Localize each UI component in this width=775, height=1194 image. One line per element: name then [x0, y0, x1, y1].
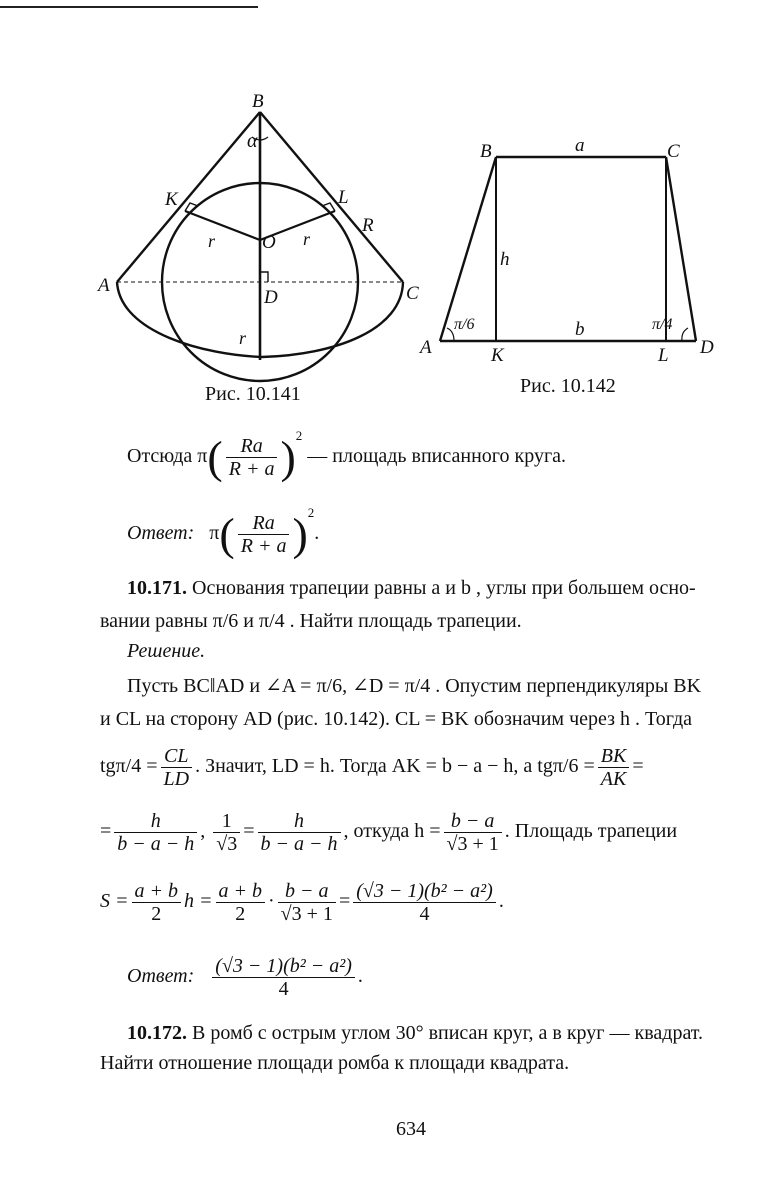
solution-line2: и CL на сторону AD (рис. 10.142). CL = BK обозначим через h . Тогда — [100, 708, 693, 730]
fraction-1-over-sqrt3 — [213, 810, 240, 855]
numerator: h — [258, 810, 341, 833]
problem-172-line2: Найти отношение площади ромба к площади квадрата. — [100, 1052, 570, 1074]
tangent-line — [100, 745, 644, 790]
problem-171-line1 — [127, 577, 696, 600]
fraction-Ra-over-Rpa — [226, 435, 278, 480]
tg-pi4: tgπ/4 = — [100, 755, 158, 778]
answer-label: Ответ: — [127, 522, 195, 544]
conclusion-line: Отсюда π( $\frac{Ra}{R + a}$ )$^2$ — площадь вписанного круга. — [127, 428, 567, 483]
numerator: a + b — [216, 880, 266, 903]
numerator: b − a — [278, 880, 336, 903]
denominator: 2 — [235, 903, 246, 925]
fraction-result — [353, 880, 496, 925]
fig141-label-r1: r — [208, 231, 216, 251]
fig142-label-angleA: π/6 — [454, 316, 475, 333]
fig141-label-r3: r — [239, 328, 247, 348]
period: . — [357, 965, 363, 988]
numerator: Ra — [238, 512, 290, 535]
equation-line: = $\frac{h}{b - a - h}$ , $\frac{1}{√3}$ = $\frac{h}{b - a - h}$ , откуда h = $\frac{b - a}{√3 + 1}$ . Площадь трапеции — [100, 810, 678, 855]
denominator: √3 + 1 — [446, 833, 499, 855]
numerator: a + b — [132, 880, 182, 903]
numerator: (√3 − 1)(b² − a²) — [353, 880, 496, 903]
equals: = — [338, 890, 351, 913]
denominator: 2 — [151, 903, 162, 925]
denominator: 4 — [419, 903, 430, 925]
solution-line1: Пусть BC‖AD и ∠A = π/6, ∠D = π/4 . Опустим перпендикуляры BK — [127, 675, 702, 697]
fig141-label-O: O — [262, 232, 276, 253]
numerator: Ra — [226, 435, 278, 458]
problem-text: Основания трапеции равны a и b , углы при большем осно- — [192, 577, 696, 599]
fraction-apb-over-2-b — [216, 880, 266, 925]
problem-number: 10.171. — [127, 577, 187, 599]
page-number: 634 — [396, 1118, 426, 1140]
equals: = — [243, 820, 255, 843]
problem-171-line2: вании равны π/6 и π/4 . Найти площадь трапеции. — [100, 610, 522, 632]
fig141-label-L: L — [338, 187, 349, 208]
denominator: R + a — [228, 457, 275, 480]
fraction-CL-LD — [161, 745, 193, 790]
fig141-label-r2: r — [303, 229, 311, 249]
header-rule — [0, 6, 258, 8]
figure-10-142 — [410, 135, 730, 370]
answer-2 — [127, 955, 363, 1000]
exponent: 2 — [295, 428, 303, 443]
fig141-label-D: D — [264, 287, 278, 308]
fraction-bma-over-s3p1 — [444, 810, 502, 855]
pi-symbol: π — [197, 445, 208, 467]
numerator: h — [114, 810, 197, 833]
word-otsyuda: Отсюда — [127, 445, 193, 467]
fraction-h-over-bah-2 — [258, 810, 341, 855]
denominator: 4 — [278, 978, 289, 1000]
fig141-label-alpha: α — [247, 130, 258, 152]
fig142-label-h: h — [500, 249, 510, 270]
fig142-label-L: L — [658, 345, 669, 366]
period: . — [498, 890, 504, 913]
fig141-caption: Рис. 10.141 — [205, 383, 301, 405]
fig141-label-K: K — [165, 189, 178, 210]
denominator: LD — [163, 768, 190, 790]
text-znachit: . Значит, LD = h. Тогда AK = b − a − h, а tgπ/6 = — [195, 755, 595, 778]
area-description: — площадь вписанного круга. — [307, 445, 567, 467]
denominator: b − a − h — [260, 833, 338, 855]
fig141-label-A: A — [98, 275, 110, 296]
period: . — [314, 522, 320, 544]
fig142-label-K: K — [491, 345, 504, 366]
fraction-bma-over-s3p1-b — [278, 880, 336, 925]
problem-number: 10.172. — [127, 1022, 187, 1044]
numerator: CL — [161, 745, 193, 768]
fraction-BK-AK — [598, 745, 630, 790]
numerator: 1 — [213, 810, 240, 833]
numerator: (√3 − 1)(b² − a²) — [212, 955, 355, 978]
text-ploshad: . Площадь трапеции — [504, 820, 678, 843]
pi-symbol: π — [209, 522, 220, 544]
h-equals: h = — [184, 890, 213, 913]
denominator: R + a — [240, 534, 287, 557]
fraction-result-answer — [212, 955, 355, 1000]
fig142-label-angleD: π/4 — [652, 316, 673, 333]
fig141-label-C: C — [406, 283, 419, 304]
equals: = — [100, 820, 112, 843]
numerator: BK — [598, 745, 630, 768]
denominator: AK — [600, 768, 627, 790]
area-formula — [100, 880, 504, 925]
denominator: b − a − h — [117, 833, 195, 855]
multiply: · — [268, 890, 275, 913]
fraction-apb-over-2 — [132, 880, 182, 925]
fig142-label-a: a — [575, 135, 585, 156]
denominator: √3 + 1 — [280, 903, 333, 925]
text-otkuda: , откуда h = — [343, 820, 441, 843]
answer-1: Ответ: π( $\frac{Ra}{R + a}$ )$^2$. — [127, 505, 320, 560]
fraction-Ra-over-Rpa — [238, 512, 290, 557]
numerator: b − a — [444, 810, 502, 833]
fig142-label-B: B — [480, 141, 492, 162]
equals: = — [632, 755, 644, 778]
exponent: 2 — [307, 505, 315, 520]
fraction-h-over-bah — [114, 810, 197, 855]
solution-heading: Решение. — [127, 640, 206, 662]
fig142-label-A: A — [420, 337, 432, 358]
fig142-label-C: C — [667, 141, 680, 162]
fig142-label-D: D — [700, 337, 714, 358]
denominator: √3 — [216, 833, 238, 855]
fig141-label-R: R — [362, 215, 374, 236]
problem-172-line1 — [127, 1022, 703, 1045]
problem-text: В ромб с острым углом 30° вписан круг, а в круг — квадрат. — [192, 1022, 704, 1044]
fig142-caption: Рис. 10.142 — [520, 375, 616, 397]
S-equals: S = — [100, 890, 129, 913]
answer-label: Ответ: — [127, 965, 195, 988]
fig142-label-b: b — [575, 319, 585, 340]
fig141-label-B: B — [252, 91, 264, 112]
figure-10-141 — [90, 85, 440, 375]
